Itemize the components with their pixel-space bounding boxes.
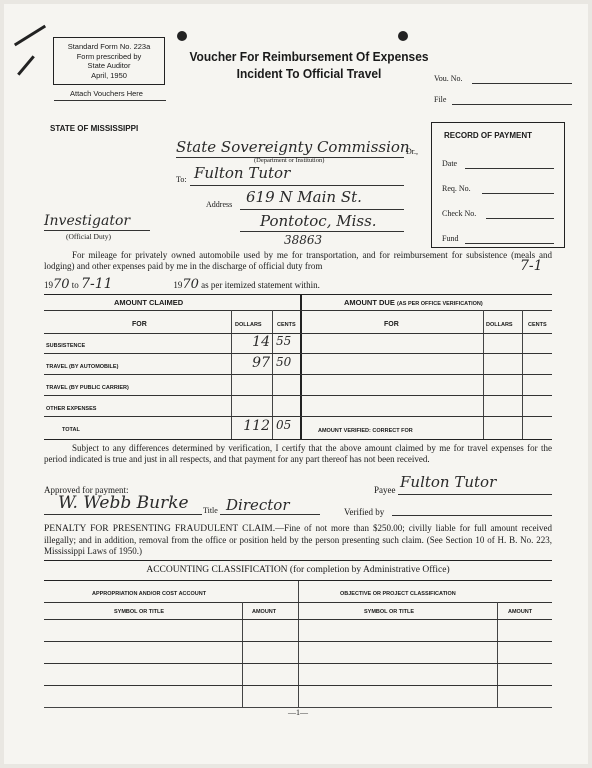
accounting-subtitle: (for completion by Administrative Office) [289, 565, 450, 575]
table-divider [300, 295, 302, 439]
record-field-input[interactable] [482, 193, 554, 194]
claimed-col-cents: CENTS [277, 322, 296, 328]
row-rule [44, 374, 552, 375]
header-rule [44, 602, 552, 603]
official-duty-value[interactable]: Investigator [44, 213, 131, 229]
record-of-payment-box [431, 122, 565, 248]
accounting-title-main: ACCOUNTING CLASSIFICATION [146, 565, 288, 575]
address-label: Address [206, 200, 233, 209]
column-rule [298, 581, 299, 707]
claimed-row-label: OTHER EXPENSES [46, 406, 97, 412]
approved-label: Approved for payment: [44, 485, 129, 495]
to-line [190, 185, 404, 186]
file-label: File [434, 95, 447, 104]
department-label: (Department or Institution) [254, 157, 325, 164]
claimed-row-cents[interactable]: 50 [276, 355, 292, 369]
year-prefix-2: 19 [173, 280, 183, 290]
corner-mark [17, 55, 35, 75]
statement-tail: as per itemized statement within. [201, 280, 320, 290]
penalty-block [44, 523, 552, 557]
claimed-row-cents[interactable]: 55 [276, 334, 292, 348]
penalty-heading: PENALTY FOR PRESENTING FRAUDULENT CLAIM. [44, 524, 276, 534]
address-line-2[interactable]: Pontotoc, Miss. [260, 212, 377, 230]
record-field-label: Check No. [442, 209, 477, 218]
right-col-amount: AMOUNT [508, 609, 533, 615]
dr-label: Dr., [406, 147, 418, 156]
claimed-row-label: TRAVEL (BY AUTOMOBILE) [46, 364, 119, 370]
row-rule [44, 353, 552, 354]
title-line-2: Incident To Official Travel [236, 66, 382, 81]
due-col-for: FOR [384, 321, 399, 328]
statement-body: For mileage for privately owned automobile used by me for transportation, and for reimbursement for subsistence (meals and lodging) and other expenses paid by me in the discharge of official duty from [44, 250, 552, 271]
title-line [220, 514, 320, 515]
claimed-col-dollars: DOLLARS [235, 322, 262, 328]
year-1[interactable]: 70 [53, 277, 70, 292]
amount-due-header [344, 298, 483, 307]
amount-due-note: (AS PER OFFICE VERIFICATION) [396, 301, 483, 307]
record-field-input[interactable] [486, 218, 554, 219]
attach-line [54, 100, 166, 101]
corner-mark [14, 25, 46, 47]
title-line-1: Voucher For Reimbursement Of Expenses [189, 49, 429, 64]
year-2[interactable]: 70 [182, 277, 199, 292]
address-line-3[interactable]: 38863 [284, 233, 323, 247]
form-title [185, 48, 433, 82]
official-duty-label: (Official Duty) [66, 232, 112, 241]
amount-claimed-header: AMOUNT CLAIMED [114, 298, 184, 307]
punch-hole [398, 31, 408, 41]
form-id-box [53, 37, 165, 85]
form-date: April, 1950 [91, 70, 127, 80]
file-field[interactable] [452, 104, 572, 105]
page-number: —1— [288, 708, 308, 717]
claimed-row-label: SUBSISTENCE [46, 343, 86, 349]
due-col-cents: CENTS [528, 322, 547, 328]
voucher-page [4, 4, 588, 764]
punch-hole [177, 31, 187, 41]
payee-line [398, 494, 552, 495]
accounting-title [44, 560, 552, 575]
claimed-row-label: TOTAL [62, 427, 80, 433]
claimed-row-dollars[interactable]: 112 [243, 418, 270, 434]
header-rule [44, 310, 552, 311]
form-authority: State Auditor [87, 61, 131, 70]
to-label: To: [176, 175, 187, 184]
vou-no-label: Vou. No. [434, 74, 463, 83]
claimed-row-dollars[interactable]: 14 [252, 334, 270, 350]
claimed-row-label: TRAVEL (BY PUBLIC CARRIER) [46, 385, 129, 391]
record-field-label: Req. No. [442, 184, 471, 193]
record-field-input[interactable] [465, 243, 554, 244]
payee-name[interactable]: Fulton Tutor [194, 164, 291, 182]
amount-due-title: AMOUNT DUE [344, 298, 395, 307]
amount-table [44, 294, 552, 440]
title-value[interactable]: Director [226, 496, 290, 514]
form-prescribed: Form prescribed by [76, 51, 142, 61]
form-number: Standard Form No. 223a [67, 42, 151, 51]
left-col-symbol: SYMBOL OR TITLE [114, 609, 165, 615]
record-field-label: Fund [442, 234, 459, 243]
claimed-row-dollars[interactable]: 97 [252, 355, 270, 371]
amount-verified-note: AMOUNT VERIFIED: CORRECT FOR [318, 428, 413, 434]
department-value[interactable]: State Sovereignty Commission [176, 138, 410, 156]
statement-text [44, 250, 552, 272]
left-col-amount: AMOUNT [252, 609, 277, 615]
appropriation-header: APPROPRIATION AND/OR COST ACCOUNT [92, 591, 207, 597]
approver-signature[interactable]: W. Webb Burke [58, 493, 189, 513]
accounting-table [44, 580, 552, 708]
to-date[interactable]: 7-11 [81, 276, 113, 292]
address-line [240, 231, 404, 232]
address-line-1[interactable]: 619 N Main St. [246, 188, 362, 206]
payee-signature[interactable]: Fulton Tutor [400, 473, 497, 491]
certification-text: Subject to any differences determined by verification, I certify that the above amount claimed by me for travel expenses for the period indicated is true and just in all respects, and that payment for any part thereof has not been received. [44, 443, 552, 464]
verified-label: Verified by [344, 507, 385, 517]
record-of-payment-title: RECORD OF PAYMENT [444, 131, 533, 140]
column-rule [497, 602, 498, 707]
row-rule [44, 333, 552, 334]
record-field-input[interactable] [465, 168, 554, 169]
column-rule [242, 602, 243, 707]
to-word: to [71, 280, 79, 290]
accounting-row-rule [44, 663, 552, 664]
verified-field[interactable] [392, 515, 552, 516]
row-rule [44, 416, 552, 417]
accounting-row-rule [44, 685, 552, 686]
accounting-row-rule [44, 641, 552, 642]
accounting-row-rule [44, 619, 552, 620]
right-col-symbol: SYMBOL OR TITLE [364, 609, 415, 615]
penalty-text: —Fine of not more than $250.00; civilly liable for full amount received illegally; and in addition, removal from the office or position held by the person presenting such claim. (See Section 10 of H. B. No. 223, Mississippi Laws of 1950.) [44, 523, 553, 556]
address-line [240, 209, 404, 210]
state-label: STATE OF MISSISSIPPI [50, 124, 139, 133]
payee-label: Payee [374, 485, 396, 495]
claimed-col-for: FOR [132, 321, 147, 328]
row-rule [44, 395, 552, 396]
approver-line [44, 514, 202, 515]
statement-line-2 [44, 276, 320, 292]
objective-header: OBJECTIVE OR PROJECT CLASSIFICATION [340, 591, 456, 597]
attach-label: Attach Vouchers Here [70, 89, 143, 98]
from-date[interactable]: 7-1 [520, 258, 543, 274]
title-label: Title [203, 506, 218, 515]
claimed-row-cents[interactable]: 05 [276, 418, 292, 432]
vou-no-field[interactable] [472, 83, 572, 84]
record-field-label: Date [442, 159, 458, 168]
year-prefix-1: 19 [44, 280, 53, 290]
due-col-dollars: DOLLARS [486, 322, 513, 328]
duty-line [44, 230, 150, 231]
